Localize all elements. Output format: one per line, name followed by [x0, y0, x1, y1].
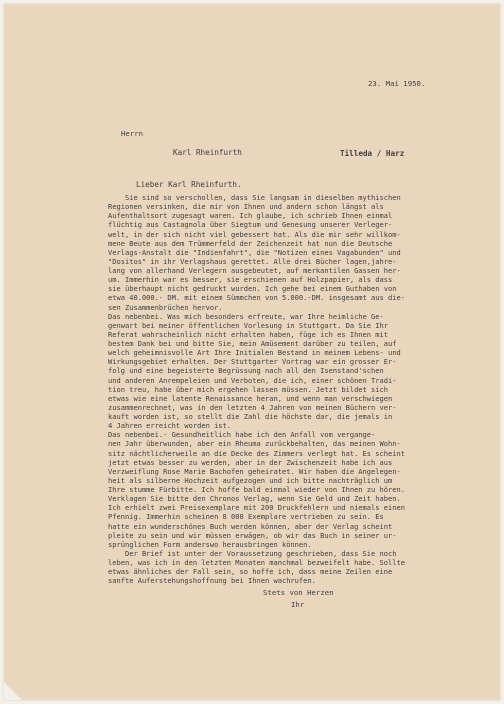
body-line: lang von allerhand Verlegern ausgebeutet, auf merkantilen Gassen her-: [108, 266, 401, 275]
folded-corner: [4, 682, 22, 700]
body-line: zusammenrechnet, was in den letzten 4 Jahren von meinen Büchern ver-: [108, 402, 397, 412]
letter-page: [4, 4, 500, 700]
body-line: hatte ein wunderschönes Buch werden können, aber der Verlag scheint: [108, 521, 393, 531]
body-line: Verklagen Sie bitte den Chronos Verlag, wenn Sie Geld und Zeit haben.: [108, 494, 401, 504]
body-line: welt, in der sich nicht viel gebessert hat. Als die mir sehr willkom-: [108, 229, 401, 239]
body-line: welch geheimnisvolle Art Ihre Initialen Bestand in meinem Lebens- und: [108, 348, 401, 358]
body-line: sie überhaupt nicht gedruckt wurden. Ich gehe bei einem Guthaben von: [108, 284, 397, 294]
recipient-name: Karl Rheinfurth: [173, 148, 242, 157]
body-line: folg und eine begeisterte Begrüssung nach all den Isenstand'schen: [108, 366, 384, 376]
letter-body: [108, 193, 405, 585]
letter-date: 23. Mai 1950.: [368, 79, 426, 88]
body-line: Regionen versinken, die mir von Ihnen und andern schon längst als: [108, 202, 384, 212]
body-line: Das nebenbei.- Gesundheitlich habe ich den Anfall vom vergange-: [108, 430, 376, 440]
body-line: Der Brief ist unter der Voraussetzung geschrieben, dass Sie noch: [108, 548, 397, 558]
body-line: mene Beute aus dem Trümmerfeld der Zeichenzeit hat nun die Deutsche: [108, 238, 393, 248]
body-line: und anderen Anrempeleien und Verboten, die ich, einer schönen Tradi-: [108, 375, 397, 385]
body-line: bestem Dank bei und bitte Sie, mein Amüsement darüber zu teilen, auf: [108, 339, 397, 348]
body-line: sitz nächtlicherweile an die Decke des Zimmers verlegt hat. Es scheint: [108, 448, 405, 458]
body-line: leben, was ich in den letzten Monaten manchmal bezweifelt habe. Sollte: [108, 558, 405, 567]
body-line: Verzweiflung Rose Marie Bachofen geheiratet. Wir haben die Angelegen-: [108, 466, 401, 476]
body-line: sanfte Auferstehungshoffnung bei Ihnen wachrufen.: [108, 576, 316, 586]
body-line: 4 Jahren erreicht worden ist.: [108, 421, 232, 431]
letter-closing: Stets von Herzen: [263, 588, 334, 597]
body-line: Wirkungsgebiet erhalten. Der Stuttgarter Vortrag war ein grosser Er-: [108, 357, 397, 367]
body-line: Ich erhielt zwei Preisexemplare mit 200 Druckfehlern und niemals einen: [108, 503, 405, 513]
body-line: Aufenthaltsort zugesagt waren. Ich glaube, ich schrieb Ihnen einmal: [108, 211, 393, 221]
body-line: tion treu, habe über mich ergehen lassen müssen. Jetzt bildet sich: [108, 384, 389, 394]
body-line: etwa 40.000.- DM. mit einem Sümmchen von 5.000.-DM. insgesamt aus die-: [108, 293, 405, 303]
body-line: sen Zusammenbrüchen hervor.: [108, 302, 223, 312]
recipient-salutation: Herrn: [121, 129, 144, 138]
body-line: heit als silberne Hochzeit aufgezogen und ich bitte nachträglich um: [108, 475, 393, 485]
body-line: flüchtig aus Castagnola über Siegtum und Genesung unserer Verleger-: [108, 220, 393, 230]
body-line: etwas wie eine latente Renaissance heran, und wenn man verschwiegen: [108, 393, 393, 403]
body-line: etwas ähnliches der Fall sein, so hoffe ich, dass meine Zeilen eine: [108, 567, 393, 577]
body-line: Pfennig. Immerhin scheinen 8 000 Exemplare vertrieben zu sein. Es: [108, 512, 384, 522]
body-line: Das nebenbei. Was mich besonders erfreute, war Ihre heimliche Ge-: [108, 311, 384, 321]
body-line: genwart bei meiner öffentlichen Vorlesung in Stuttgart. Da Sie Ihr: [108, 320, 389, 330]
body-line: Referat wahrscheinlich nicht erhalten haben, füge ich es Ihnen mit: [108, 329, 389, 339]
body-line: Sie sind so verschollen, dass Sie langsam in dieselben mythischen: [108, 193, 401, 202]
letter-greeting: Lieber Karl Rheinfurth.: [136, 180, 242, 189]
body-line: jetzt etwas besser zu werden, aber in der Zwischenzeit habe ich aus: [108, 457, 393, 467]
body-line: Verlags-Anstalt die "Indienfahrt", die "Notizen eines Vagabunden" und: [108, 247, 401, 257]
body-line: "Dositos" in ihr Verlagshaus gerettet. Alle drei Bücher lagen,jahre-: [108, 256, 397, 266]
body-line: kauft worden ist, so stellt die Zahl die höchste dar, die jemals in: [108, 412, 393, 421]
body-line: sprünglichen Form anderswo herausbringen können.: [108, 539, 312, 549]
body-line: um. Immerhin war es besser, sie erschienen auf Holzpapier, als dass: [108, 275, 393, 285]
letter-signature: Ihr: [291, 600, 305, 609]
recipient-place: Tilleda / Harz: [340, 149, 405, 158]
body-line: pleite zu sein und wir müssen erwägen, ob wir das Buch in seiner ur-: [108, 530, 397, 540]
body-line: Ihre stumme Fürbitte. Ich hoffe bald einmal wieder von Ihnen zu hören.: [108, 485, 405, 494]
body-line: nen Jahr überwunden, aber ein Rheuma zurückbehalten, das meinen Wohn-: [108, 439, 401, 449]
